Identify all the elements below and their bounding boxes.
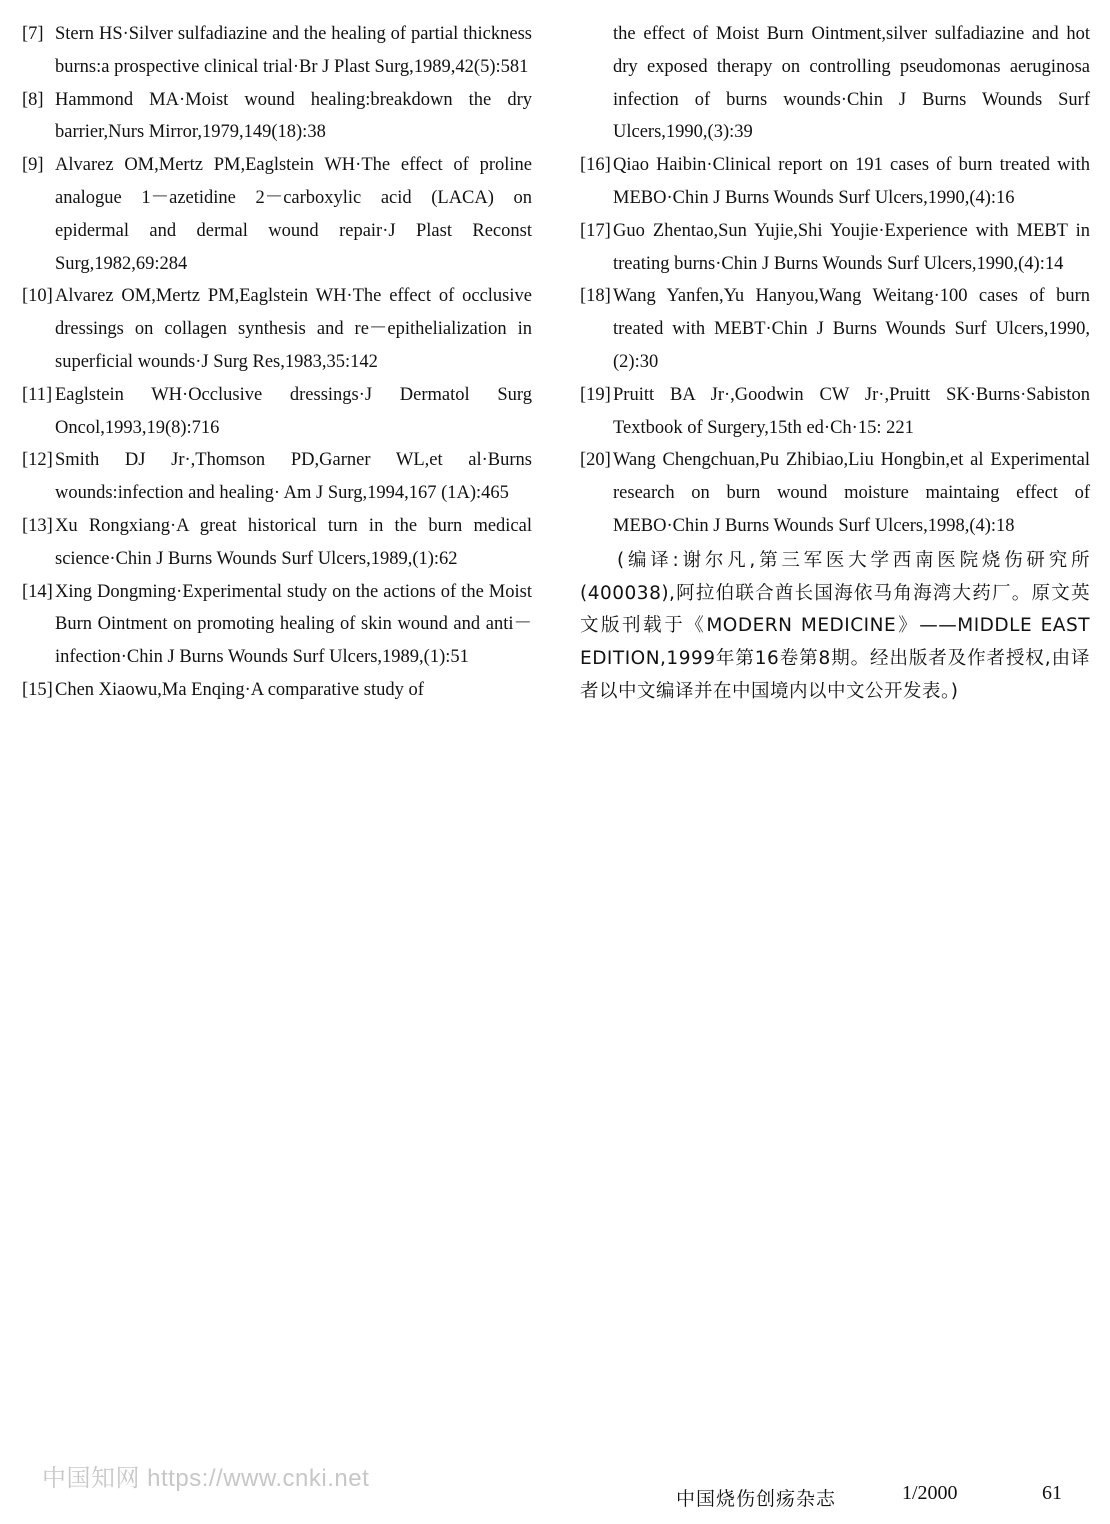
reference-number: [20]: [580, 450, 611, 471]
reference-item: [22, 576, 532, 674]
reference-number: [19]: [580, 384, 611, 405]
reference-item: [580, 444, 1090, 542]
reference-text: Guo Zhentao,Sun Yujie,Shi Youjie·Experience with MEBT in treating burns·Chin J Burns Wounds Surf Ulcers,1990,(4):14: [613, 220, 1090, 274]
reference-item: [22, 84, 532, 150]
reference-item: [580, 149, 1090, 215]
reference-text: Wang Yanfen,Yu Hanyou,Wang Weitang·100 cases of burn treated with MEBT·Chin J Burns Wounds Surf Ulcers,1990,(2):30: [613, 286, 1090, 372]
reference-number: [9]: [22, 155, 44, 176]
translator-note: (编译:谢尔凡,第三军医大学西南医院烧伤研究所(400038),阿拉伯联合酋长国海依马角海湾大药厂。原文英文版刊载于《MODERN MEDICINE》——MIDDLE EAST EDITION,1999年第16卷第8期。经出版者及作者授权,由译者以中文编译并在中国境内以中文公开发表。): [580, 549, 1090, 702]
reference-text: Stern HS·Silver sulfadiazine and the healing of partial thickness burns:a prospective clinical trial·Br J Plast Surg,1989,42(5):581: [55, 24, 532, 77]
reference-text: Alvarez OM,Mertz PM,Eaglstein WH·The effect of occlusive dressings on collagen synthesis and re－epithelialization in superficial wounds·J Surg Res,1983,35:142: [55, 286, 532, 372]
reference-number: [14]: [22, 581, 53, 602]
reference-text: Chen Xiaowu,Ma Enqing·A comparative study of: [55, 679, 424, 700]
reference-number: [7]: [22, 24, 44, 44]
reference-text: Alvarez OM,Mertz PM,Eaglstein WH·The effect of proline analogue 1－azetidine 2－carboxylic acid (LACA) on epidermal and dermal wound repair·J Plast Reconst Surg,1982,69:284: [55, 155, 532, 274]
reference-number: [15]: [22, 679, 53, 700]
reference-number: [17]: [580, 220, 611, 241]
journal-issue: 1/2000: [902, 1482, 958, 1504]
reference-item: [22, 444, 532, 510]
reference-number: [12]: [22, 450, 53, 471]
page-number: 61: [1042, 1482, 1062, 1504]
reference-item: [580, 379, 1090, 445]
reference-text: Wang Chengchuan,Pu Zhibiao,Liu Hongbin,et al Experimental research on burn wound moisture maintaing effect of MEBO·Chin J Burns Wounds Surf Ulcers,1998,(4):18: [613, 450, 1090, 536]
reference-item: [580, 215, 1090, 281]
reference-text: Qiao Haibin·Clinical report on 191 cases of burn treated with MEBO·Chin J Burns Wounds Surf Ulcers,1990,(4):16: [613, 155, 1090, 208]
reference-item: [22, 674, 532, 707]
reference-item: [22, 379, 532, 445]
journal-name: 中国烧伤创疡杂志: [676, 1488, 837, 1510]
cnki-watermark: 中国知网 https://www.cnki.net: [42, 1465, 370, 1492]
reference-number: [13]: [22, 515, 53, 536]
reference-number: [10]: [22, 286, 53, 307]
reference-number: [16]: [580, 155, 611, 176]
reference-item: [22, 510, 532, 576]
reference-continuation: the effect of Moist Burn Ointment,silver sulfadiazine and hot dry exposed therapy on controlling pseudomonas aeruginosa infection of burns wounds·Chin J Burns Wounds Surf Ulcers,1990,(3):39: [613, 24, 1090, 143]
reference-number: [11]: [22, 384, 53, 405]
reference-number: [18]: [580, 286, 611, 307]
reference-text: Eaglstein WH·Occlusive dressings·J Dermatol Surg Oncol,1993,19(8):716: [55, 384, 532, 438]
reference-item: [580, 280, 1090, 378]
reference-item: [22, 149, 532, 280]
reference-number: [8]: [22, 89, 44, 110]
references-left-column: [22, 18, 532, 707]
reference-text: Xu Rongxiang·A great historical turn in the burn medical science·Chin J Burns Wounds Surf Ulcers,1989,(1):62: [55, 515, 532, 569]
reference-item: [22, 280, 532, 378]
reference-text: Hammond MA·Moist wound healing:breakdown the dry barrier,Nurs Mirror,1979,149(18):38: [55, 89, 532, 143]
reference-text: Smith DJ Jr·,Thomson PD,Garner WL,et al·Burns wounds:infection and healing· Am J Surg,1994,167 (1A):465: [55, 450, 532, 504]
reference-item: [22, 18, 532, 84]
references-right-column: [580, 18, 1090, 709]
reference-text: Xing Dongming·Experimental study on the actions of the Moist Burn Ointment on promoting healing of skin wound and anti－infection·Chin J Burns Wounds Surf Ulcers,1989,(1):51: [55, 581, 532, 668]
reference-text: Pruitt BA Jr·,Goodwin CW Jr·,Pruitt SK·Burns·Sabiston Textbook of Surgery,15th ed·Ch·15: 221: [613, 384, 1090, 438]
